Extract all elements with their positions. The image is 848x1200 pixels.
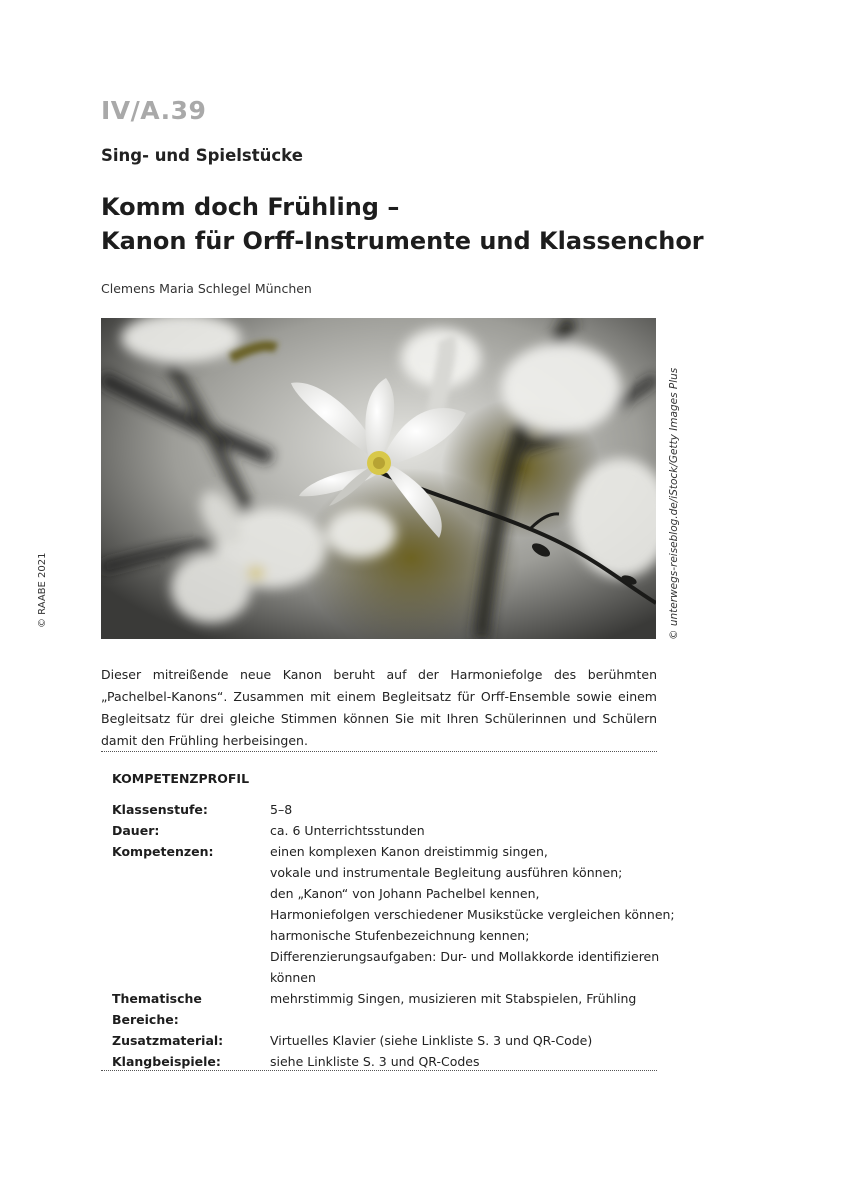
kp-row-klassenstufe	[112, 799, 657, 820]
page-title	[101, 190, 704, 258]
copyright-note: © RAABE 2021	[37, 552, 48, 628]
kp-value	[270, 988, 657, 1030]
kp-value-line: Differenzierungsaufgaben: Dur- und Mollakkorde identifizieren	[270, 949, 660, 964]
kp-value	[270, 1030, 657, 1051]
kp-key: Thematische Bereiche:	[112, 991, 202, 1027]
kp-value	[270, 799, 657, 820]
kp-row-zusatzmaterial	[112, 1030, 657, 1051]
kp-key: Klassenstufe:	[112, 802, 208, 817]
author: Clemens Maria Schlegel München	[101, 281, 312, 296]
image-credit: © unterwegs-reiseblog.de/iStock/Getty Images Plus	[668, 367, 680, 640]
kp-key: Klangbeispiele:	[112, 1054, 221, 1069]
title-line-1: Komm doch Frühling –	[101, 193, 400, 221]
kp-value-line: vokale und instrumentale Begleitung ausführen können;	[270, 865, 623, 880]
kp-row-klangbeispiele	[112, 1051, 657, 1072]
kp-value-line: mehrstimmig Singen, musizieren mit Stabspielen, Frühling	[270, 991, 637, 1006]
kp-value-line: Virtuelles Klavier (siehe Linkliste S. 3 und QR-Code)	[270, 1033, 593, 1048]
kp-row-kompetenzen	[112, 841, 675, 988]
title-line-2: Kanon für Orff-Instrumente und Klassenchor	[101, 227, 704, 255]
kp-value	[270, 841, 675, 988]
kp-key: Dauer:	[112, 823, 160, 838]
kp-row-thematische-bereiche	[112, 988, 657, 1030]
kp-value-line: Harmoniefolgen verschiedener Musikstücke vergleichen können;	[270, 907, 675, 922]
section-title: Sing- und Spielstücke	[101, 146, 303, 165]
magnolia-illustration	[101, 318, 656, 639]
kp-value-line: ca. 6 Unterrichtsstunden	[270, 823, 425, 838]
divider-top	[101, 751, 657, 752]
kp-value	[270, 1051, 657, 1072]
magnolia-photo	[101, 318, 656, 639]
kp-key: Kompetenzen:	[112, 844, 214, 859]
unit-code: IV/A.39	[101, 96, 207, 125]
kp-value-line: einen komplexen Kanon dreistimmig singen,	[270, 844, 548, 859]
kp-value-line: siehe Linkliste S. 3 und QR-Codes	[270, 1054, 480, 1069]
intro-text: Dieser mitreißende neue Kanon beruht auf der Harmoniefolge des berühmten „Pachelbel-Kanons“. Zusammen mit einem Begleitsatz für Orff-Ensemble sowie einem Begleitsatz für drei gleiche Stimmen können Sie mit Ihren Schülerinnen und Schülern damit den Frühling herbeisingen.	[101, 667, 657, 748]
kp-value	[270, 820, 657, 841]
kompetenzprofil-title: KOMPETENZPROFIL	[112, 771, 250, 786]
kp-value-line: 5–8	[270, 802, 293, 817]
kp-row-dauer	[112, 820, 657, 841]
divider-bottom	[101, 1070, 657, 1071]
kp-value-line: können	[270, 970, 316, 985]
kp-value-line: harmonische Stufenbezeichnung kennen;	[270, 928, 530, 943]
kompetenzprofil-table	[112, 799, 675, 1072]
kp-key: Zusatzmaterial:	[112, 1033, 224, 1048]
kp-value-line: den „Kanon“ von Johann Pachelbel kennen,	[270, 886, 540, 901]
